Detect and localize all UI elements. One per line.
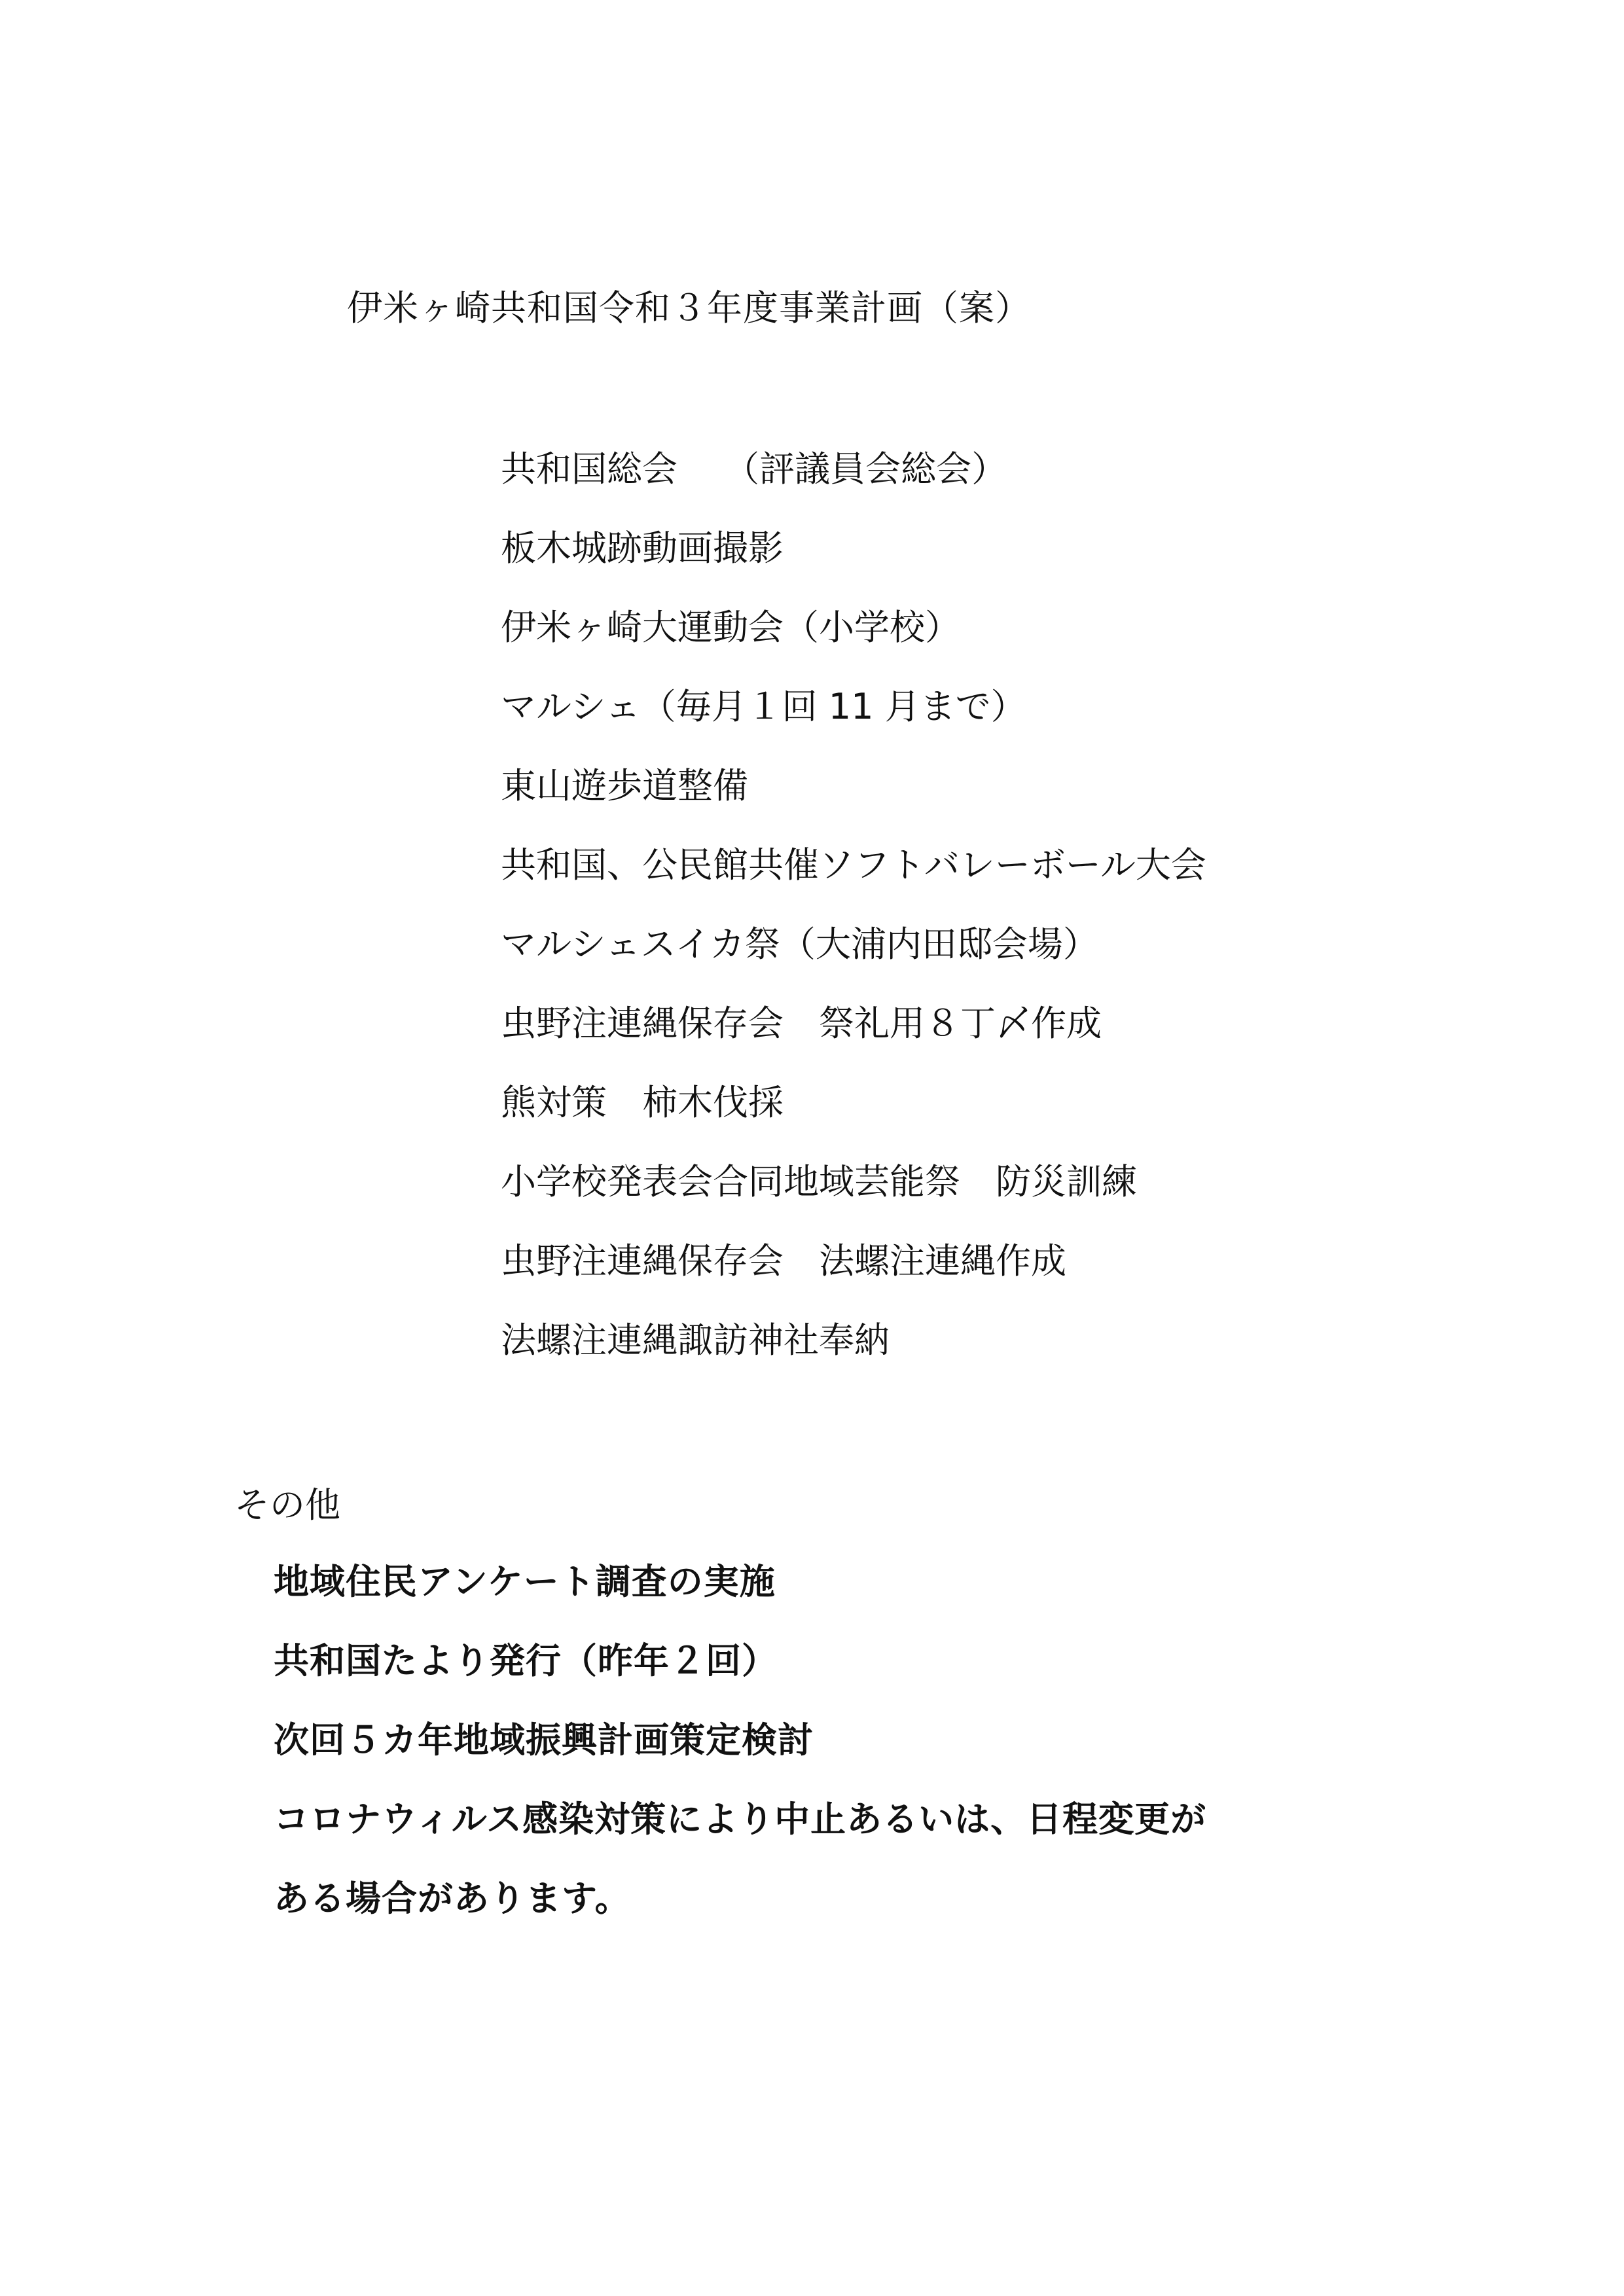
schedule-event: 小学校発表会合同地域芸能祭 防災訓練 xyxy=(501,1161,1137,1202)
other-item: ある場合があります。 xyxy=(274,1878,631,1919)
schedule-event: 伊米ヶ崎大運動会（小学校） xyxy=(501,607,960,648)
schedule-event: 法螺注連縄諏訪神社奉納 xyxy=(501,1319,890,1361)
schedule-event: 熊対策 柿木伐採 xyxy=(501,1082,784,1123)
schedule-event: 虫野注連縄保存会 法螺注連縄作成 xyxy=(501,1240,1066,1282)
schedule-event: 東山遊歩道整備 xyxy=(501,765,748,806)
other-heading: その他 xyxy=(234,1484,340,1526)
schedule-event: マルシェ（毎月１回 11 月まで） xyxy=(501,686,1026,727)
other-item: コロナウィルス感染対策により中止あるいは、日程変更が xyxy=(274,1799,1207,1840)
other-item: 地域住民アンケート調査の実施 xyxy=(274,1561,776,1602)
schedule-event: マルシェスイカ祭（大浦内田邸会場） xyxy=(501,924,1098,965)
other-item: 次回５カ年地域振興計画策定検討 xyxy=(274,1719,814,1761)
schedule-event: 板木城跡動画撮影 xyxy=(501,528,784,569)
schedule-event: 共和国、公民館共催ソフトバレーボール大会 xyxy=(501,844,1206,886)
other-item: 共和国たより発行（昨年２回） xyxy=(274,1640,778,1681)
schedule-event: 虫野注連縄保存会 祭礼用８丁〆作成 xyxy=(501,1003,1102,1044)
schedule-event: 共和国総会 （評議員会総会） xyxy=(501,448,1007,490)
page-title: 伊米ヶ崎共和国令和３年度事業計画（案） xyxy=(347,287,1031,329)
